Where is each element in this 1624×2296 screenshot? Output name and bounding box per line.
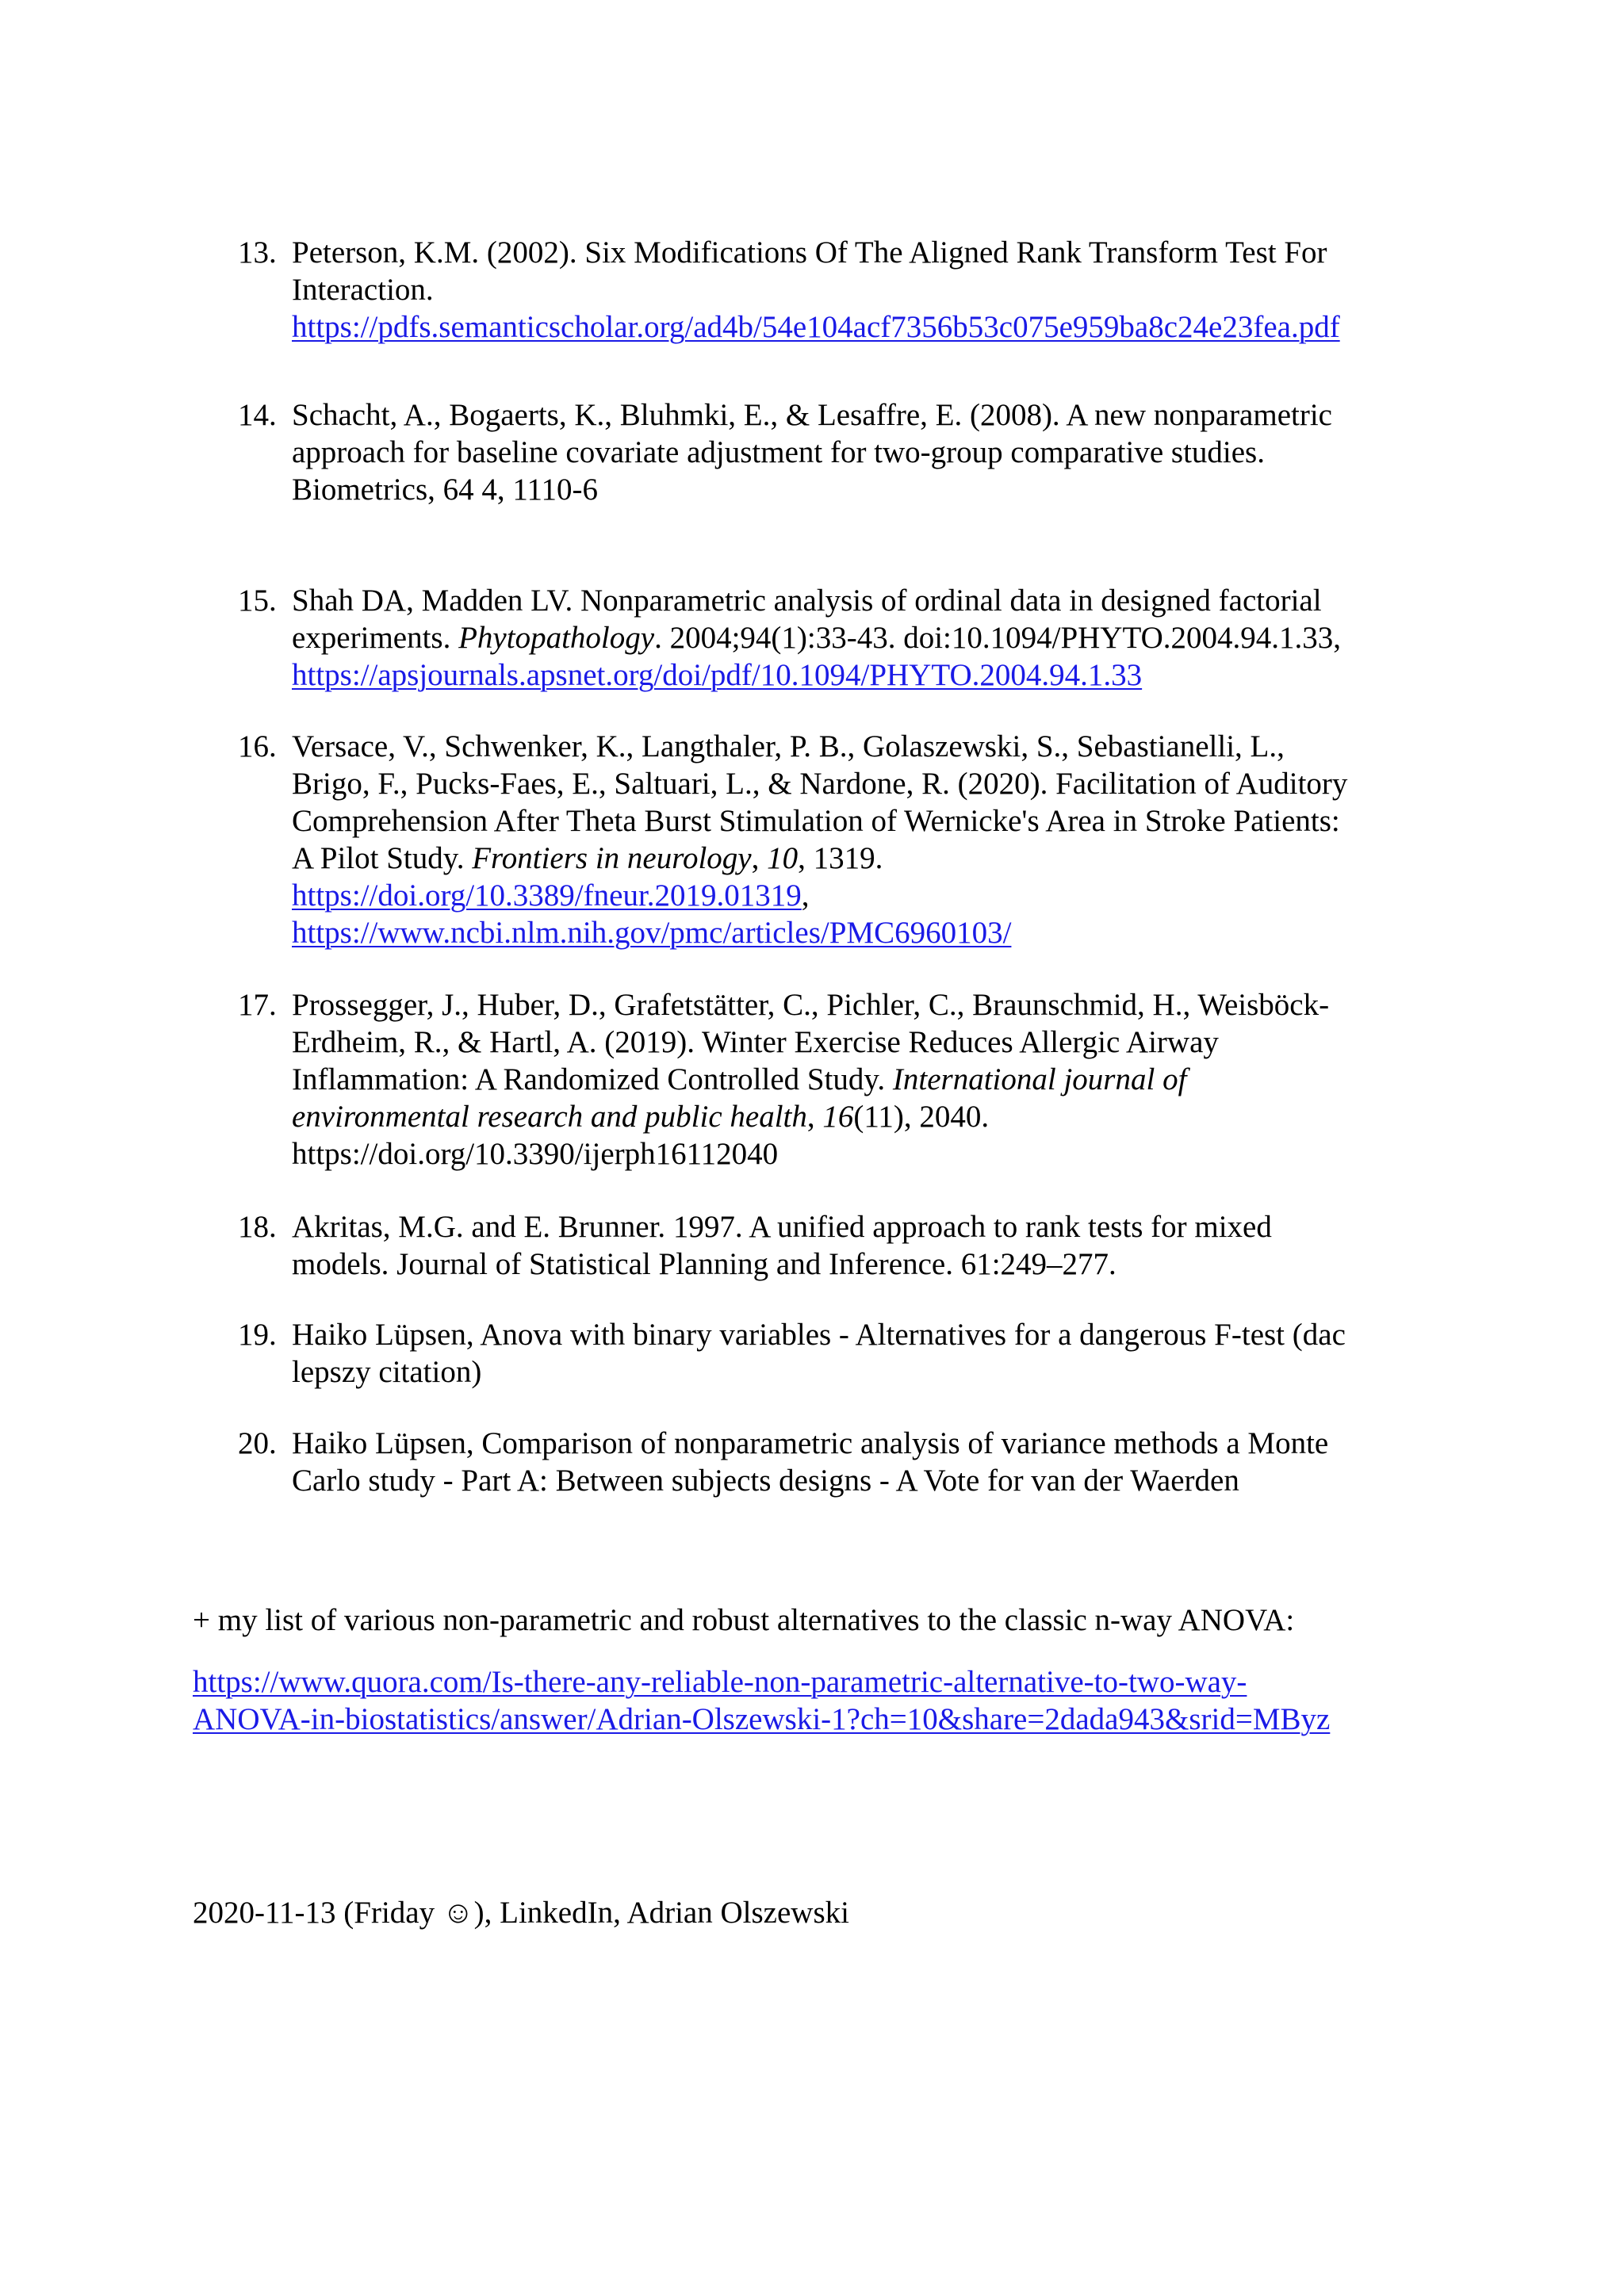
reference-line <box>292 840 1427 877</box>
reference-number: 14. <box>238 398 277 432</box>
reference-link[interactable]: https://www.ncbi.nlm.nih.gov/pmc/articles/PMC6960103/ <box>292 916 1012 950</box>
reference-line <box>292 619 1427 656</box>
reference-line <box>292 1353 1427 1391</box>
footer-signature <box>193 1894 1461 1931</box>
reference-text-run: Brigo, F., Pucks-Faes, E., Saltuari, L., & Nardone, R. (2020). Facilitation of Auditory <box>292 767 1348 801</box>
reference-text-run: , <box>751 841 768 875</box>
quora-link-line-2[interactable]: ANOVA-in-biostatistics/answer/Adrian-Olszewski-1?ch=10&share=2dada943&srid=MByz <box>193 1702 1331 1736</box>
quora-link-line-1[interactable]: https://www.quora.com/Is-there-any-reliable-non-parametric-alternative-to-two-way- <box>193 1665 1247 1699</box>
reference-line <box>292 396 1427 434</box>
reference-line <box>292 765 1427 802</box>
reference-line <box>292 1462 1427 1499</box>
reference-line <box>292 877 1427 914</box>
reference-number: 13. <box>238 235 277 270</box>
reference-line <box>292 434 1427 471</box>
reference-text <box>292 582 1427 694</box>
reference-line <box>292 1246 1427 1283</box>
reference-line <box>292 1024 1427 1061</box>
reference-italic-text: Frontiers in neurology <box>472 841 752 875</box>
reference-line <box>292 234 1427 271</box>
reference-text-run: Biometrics, 64 4, 1110-6 <box>292 473 598 507</box>
reference-number: 15. <box>238 584 277 618</box>
reference-number: 19. <box>238 1318 277 1352</box>
reference-line <box>292 986 1427 1024</box>
reference-number: 20. <box>238 1426 277 1460</box>
reference-line <box>292 1208 1427 1246</box>
reference-text-run: Haiko Lüpsen, Comparison of nonparametric analysis of variance methods a Monte <box>292 1426 1329 1460</box>
reference-italic-text: 16 <box>822 1100 854 1134</box>
reference-text-run: Interaction. <box>292 273 434 307</box>
reference-item <box>238 396 1427 508</box>
note-link-block <box>193 1663 1461 1738</box>
reference-text <box>292 396 1427 508</box>
reference-text-run: Peterson, K.M. (2002). Six Modifications Of The Aligned Rank Transform Test For <box>292 235 1327 270</box>
reference-text <box>292 1425 1427 1499</box>
reference-text-run: Shah DA, Madden LV. Nonparametric analysis of ordinal data in designed factorial <box>292 584 1322 618</box>
note-text: + my list of various non-parametric and robust alternatives to the classic n-way ANOVA: <box>193 1603 1295 1637</box>
reference-number: 18. <box>238 1210 277 1244</box>
reference-item <box>238 234 1427 346</box>
reference-line <box>292 728 1427 765</box>
reference-link[interactable]: https://doi.org/10.3389/fneur.2019.01319 <box>292 878 802 913</box>
reference-link[interactable]: https://pdfs.semanticscholar.org/ad4b/54e104acf7356b53c075e959ba8c24e23fea.pdf <box>292 310 1340 344</box>
reference-line <box>292 1098 1427 1135</box>
reference-number: 17. <box>238 988 277 1022</box>
reference-text-run: , 1319. <box>798 841 883 875</box>
reference-italic-text: International journal of <box>892 1062 1187 1096</box>
reference-text-run: approach for baseline covariate adjustment for two-group comparative studies. <box>292 435 1265 469</box>
reference-text-run: . 2004;94(1):33-43. doi:10.1094/PHYTO.2004.94.1.33, <box>654 621 1342 655</box>
reference-text-run: Prossegger, J., Huber, D., Grafetstätter, C., Pichler, C., Braunschmid, H., Weisböck- <box>292 988 1330 1022</box>
reference-line <box>292 582 1427 619</box>
reference-text <box>292 234 1427 346</box>
footer-text: 2020-11-13 (Friday ☺), LinkedIn, Adrian Olszewski <box>193 1896 849 1930</box>
reference-text-run: lepszy citation) <box>292 1355 482 1389</box>
reference-line <box>292 1316 1427 1353</box>
reference-line <box>292 802 1427 840</box>
reference-line <box>292 656 1427 694</box>
reference-italic-text: environmental research and public health <box>292 1100 807 1134</box>
note-paragraph <box>193 1601 1461 1639</box>
reference-text-run: , <box>801 878 810 913</box>
reference-link[interactable]: https://apsjournals.apsnet.org/doi/pdf/10.1094/PHYTO.2004.94.1.33 <box>292 658 1143 692</box>
reference-text-run: Akritas, M.G. and E. Brunner. 1997. A unified approach to rank tests for mixed <box>292 1210 1272 1244</box>
reference-line <box>292 271 1427 308</box>
reference-text-run: https://doi.org/10.3390/ijerph16112040 <box>292 1137 779 1171</box>
reference-item <box>238 1425 1427 1499</box>
reference-text-run: experiments. <box>292 621 459 655</box>
reference-text-run: , <box>806 1100 823 1134</box>
reference-item <box>238 582 1427 694</box>
reference-line <box>292 471 1427 508</box>
reference-text-run: Versace, V., Schwenker, K., Langthaler, P. B., Golaszewski, S., Sebastianelli, L., <box>292 729 1285 763</box>
reference-text-run: (11), 2040. <box>853 1100 990 1134</box>
reference-line <box>292 1425 1427 1462</box>
reference-text-run: Haiko Lüpsen, Anova with binary variables - Alternatives for a dangerous F-test (dac <box>292 1318 1346 1352</box>
reference-text-run: A Pilot Study. <box>292 841 473 875</box>
reference-text-run: Inflammation: A Randomized Controlled Study. <box>292 1062 893 1096</box>
reference-italic-text: 10 <box>767 841 799 875</box>
reference-item <box>238 1316 1427 1391</box>
reference-text-run: models. Journal of Statistical Planning and Inference. 61:249–277. <box>292 1247 1116 1281</box>
reference-line <box>292 308 1427 346</box>
reference-line <box>292 914 1427 951</box>
reference-item <box>238 1208 1427 1283</box>
reference-text <box>292 728 1427 951</box>
reference-text-run: Comprehension After Theta Burst Stimulation of Wernicke's Area in Stroke Patients: <box>292 804 1340 838</box>
reference-item <box>238 986 1427 1173</box>
reference-text-run: Schacht, A., Bogaerts, K., Bluhmki, E., & Lesaffre, E. (2008). A new nonparametric <box>292 398 1332 432</box>
reference-text <box>292 986 1427 1173</box>
reference-text-run: Carlo study - Part A: Between subjects designs - A Vote for van der Waerden <box>292 1464 1239 1498</box>
reference-line <box>292 1061 1427 1098</box>
reference-text <box>292 1208 1427 1283</box>
reference-italic-text: Phytopathology <box>458 621 655 655</box>
reference-text-run: Erdheim, R., & Hartl, A. (2019). Winter Exercise Reduces Allergic Airway <box>292 1025 1219 1059</box>
reference-number: 16. <box>238 729 277 763</box>
reference-text <box>292 1316 1427 1391</box>
reference-line <box>292 1135 1427 1173</box>
reference-item <box>238 728 1427 951</box>
